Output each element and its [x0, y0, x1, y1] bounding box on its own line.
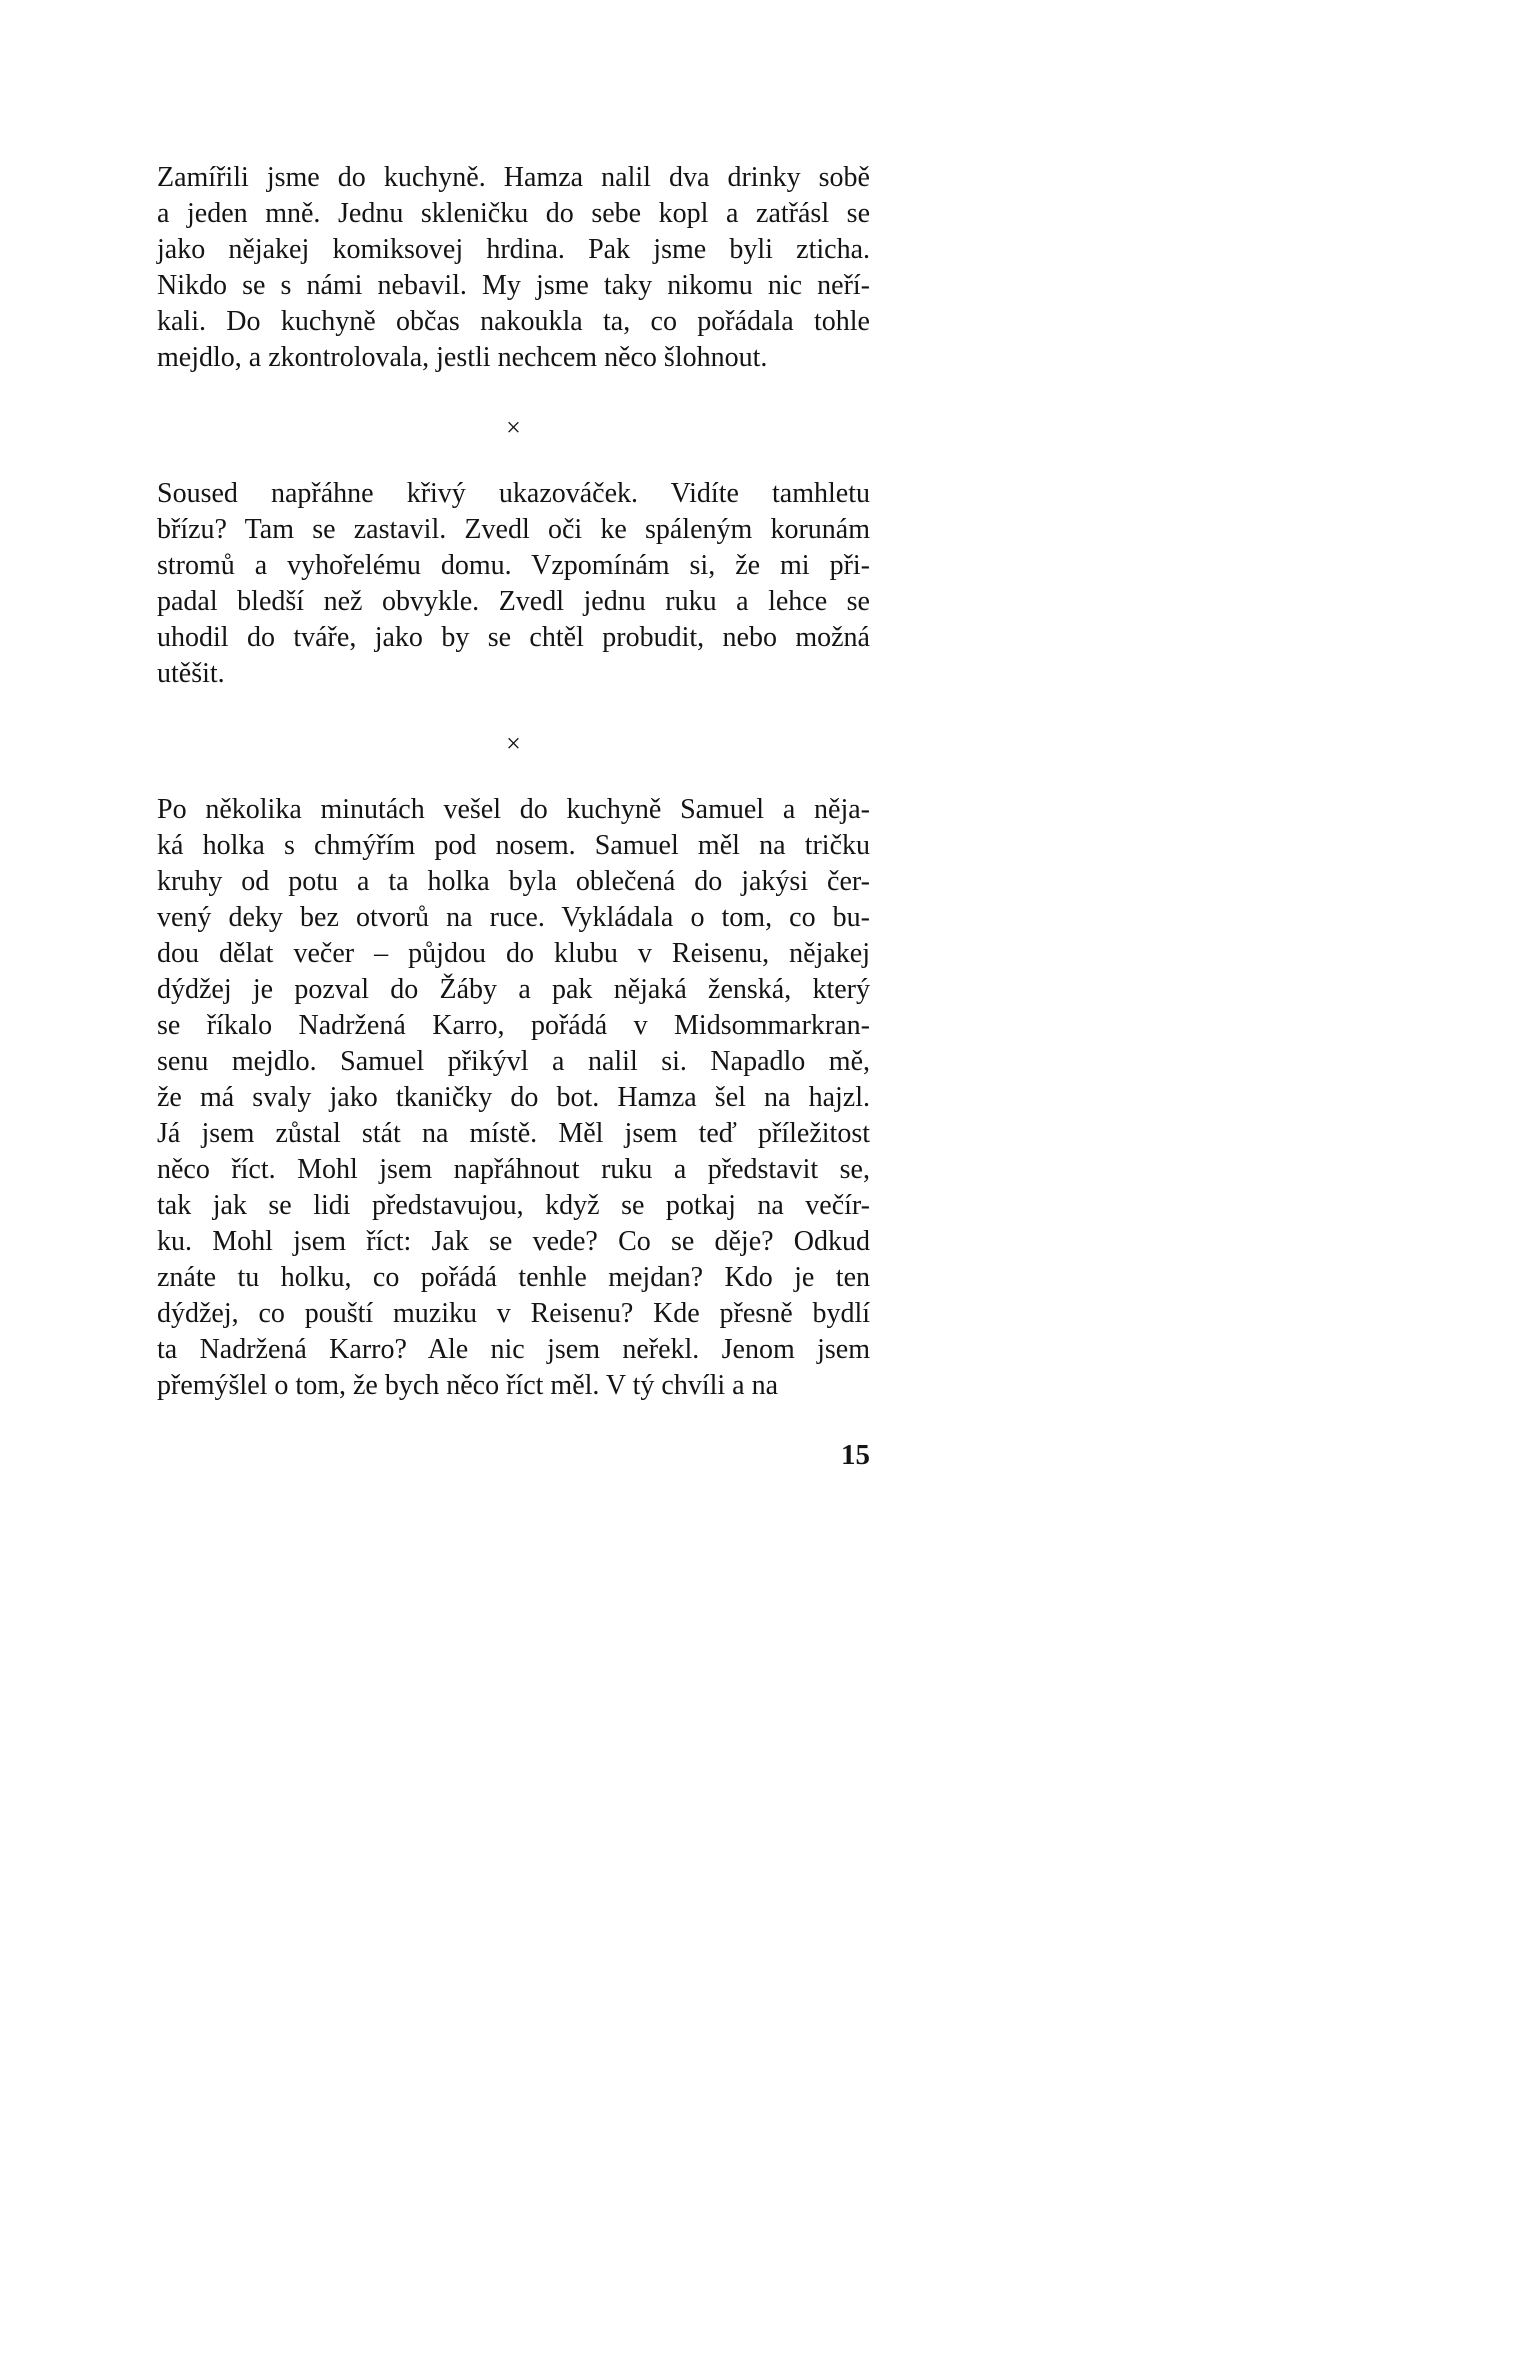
text-line: jako nějakej komiksovej hrdina. Pak jsme byli zticha.	[157, 234, 870, 265]
text-line: mejdlo, a zkontrolovala, jestli nechcem něco šlohnout.	[157, 342, 768, 373]
page-number: 15	[841, 1439, 870, 1471]
text-line: břízu? Tam se zastavil. Zvedl oči ke spáleným korunám	[157, 514, 870, 545]
paragraph-2	[157, 476, 870, 692]
text-line: ta Nadržená Karro? Ale nic jsem neřekl. Jenom jsem	[157, 1334, 870, 1365]
text-line: dýdžej, co pouští muziku v Reisenu? Kde přesně bydlí	[157, 1298, 870, 1329]
paragraph-3	[157, 792, 870, 1404]
text-line: ku. Mohl jsem říct: Jak se vede? Co se děje? Odkud	[157, 1226, 870, 1257]
text-line: Nikdo se s námi nebavil. My jsme taky nikomu nic neří-	[157, 270, 870, 301]
text-line: Zamířili jsme do kuchyně. Hamza nalil dva drinky sobě	[157, 162, 870, 193]
text-line: a jeden mně. Jednu skleničku do sebe kopl a zatřásl se	[157, 198, 870, 229]
text-line: vený deky bez otvorů na ruce. Vykládala o tom, co bu-	[157, 902, 870, 933]
text-line: senu mejdlo. Samuel přikývl a nalil si. Napadlo mě,	[157, 1046, 870, 1077]
text-line: tak jak se lidi představujou, když se potkaj na večír-	[157, 1190, 870, 1221]
section-divider-icon: ×	[506, 413, 521, 442]
text-line: Soused napřáhne křivý ukazováček. Vidíte tamhletu	[157, 478, 870, 509]
text-line: utěšit.	[157, 658, 225, 689]
text-line: uhodil do tváře, jako by se chtěl probudit, nebo možná	[157, 622, 870, 653]
text-line: Já jsem zůstal stát na místě. Měl jsem teď příležitost	[157, 1118, 870, 1149]
text-line: ká holka s chmýřím pod nosem. Samuel měl na tričku	[157, 830, 870, 861]
text-line: že má svaly jako tkaničky do bot. Hamza šel na hajzl.	[157, 1082, 870, 1113]
text-line: kali. Do kuchyně občas nakoukla ta, co pořádala tohle	[157, 306, 870, 337]
text-block	[157, 160, 870, 1404]
text-line: znáte tu holku, co pořádá tenhle mejdan? Kdo je ten	[157, 1262, 870, 1293]
text-line: dýdžej je pozval do Žáby a pak nějaká ženská, který	[157, 974, 870, 1005]
text-line: se říkalo Nadržená Karro, pořádá v Midsommarkran-	[157, 1010, 870, 1041]
text-line: kruhy od potu a ta holka byla oblečená do jakýsi čer-	[157, 866, 870, 897]
paragraph-1	[157, 160, 870, 376]
text-line: něco říct. Mohl jsem napřáhnout ruku a představit se,	[157, 1154, 870, 1185]
text-line: přemýšlel o tom, že bych něco říct měl. V tý chvíli a na	[157, 1370, 779, 1401]
section-divider-icon: ×	[506, 729, 521, 758]
text-line: Po několika minutách vešel do kuchyně Samuel a něja-	[157, 794, 870, 825]
text-line: padal bledší než obvykle. Zvedl jednu ruku a lehce se	[157, 586, 870, 617]
text-line: dou dělat večer – půjdou do klubu v Reisenu, nějakej	[157, 938, 870, 969]
text-line: stromů a vyhořelému domu. Vzpomínám si, že mi při-	[157, 550, 870, 581]
